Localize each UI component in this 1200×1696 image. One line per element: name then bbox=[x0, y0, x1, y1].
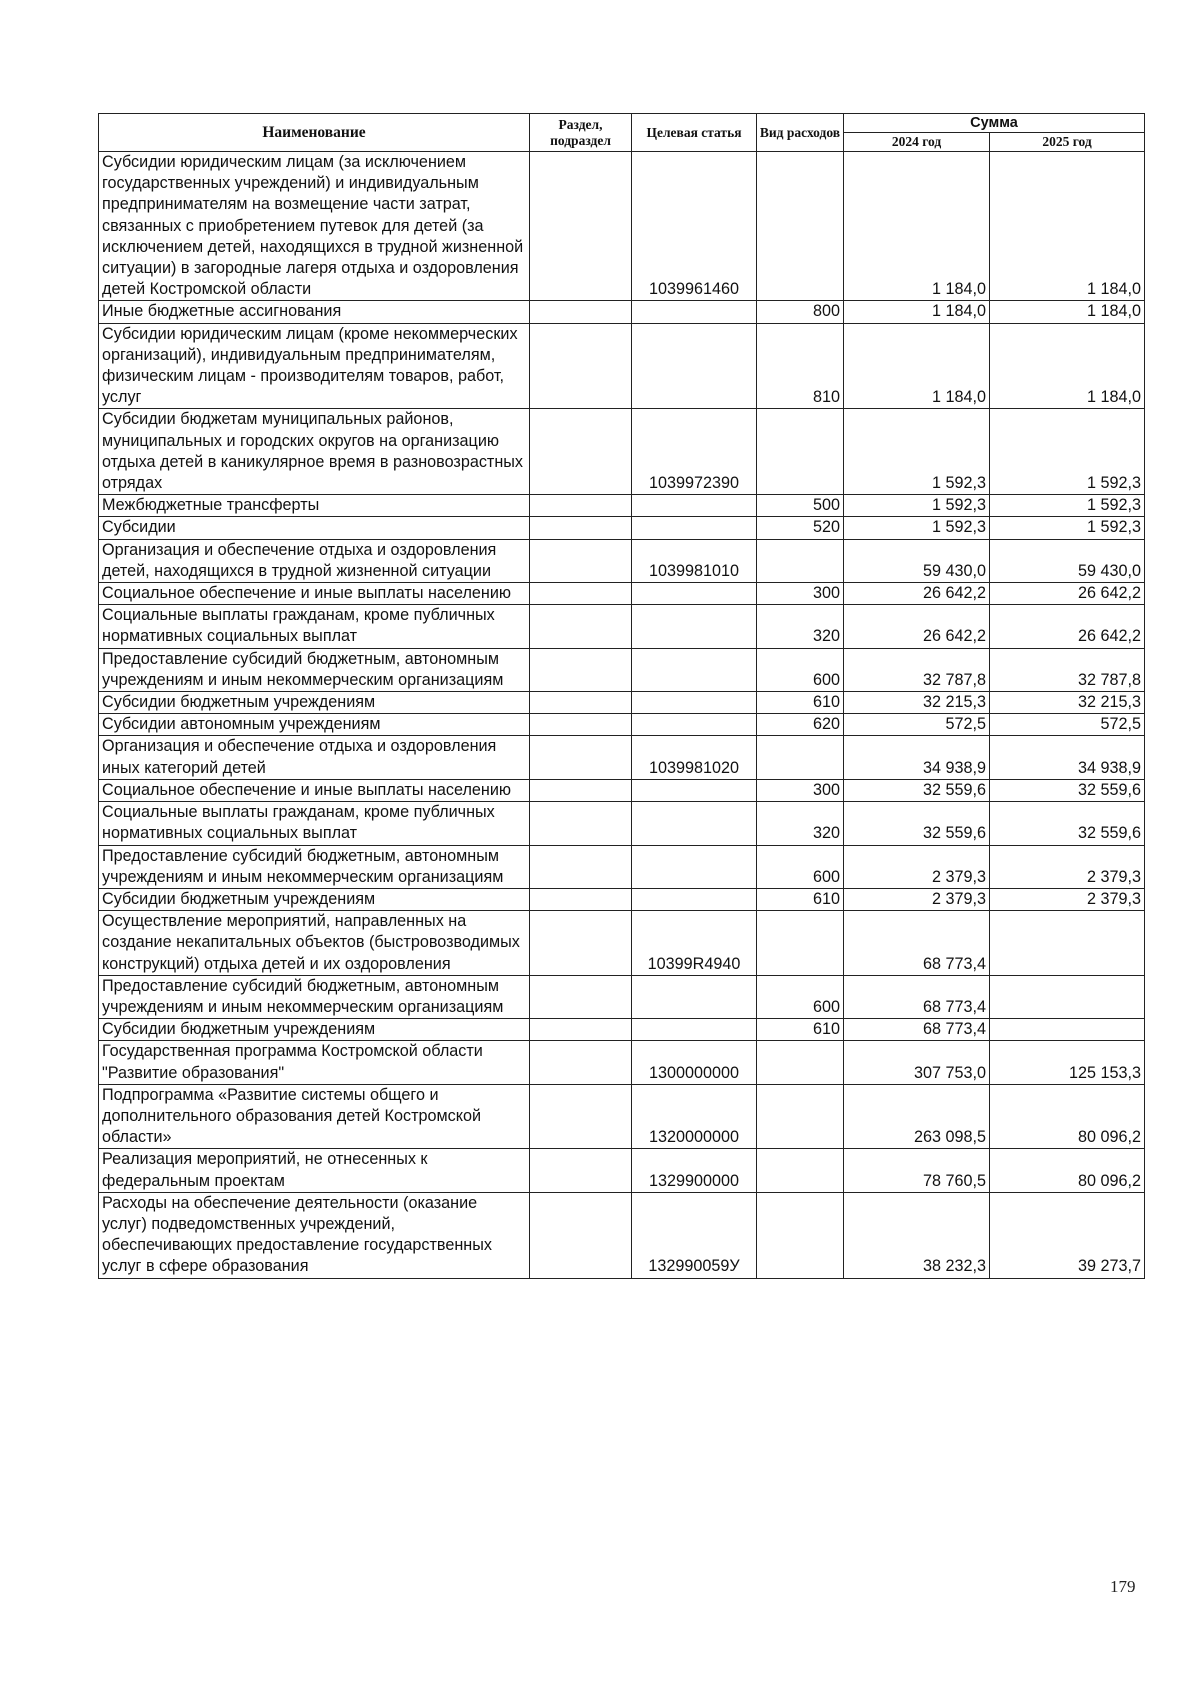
row-sum-2025: 1 592,3 bbox=[990, 495, 1145, 517]
row-target bbox=[632, 301, 757, 323]
row-type bbox=[757, 1084, 844, 1149]
table-row bbox=[99, 648, 1145, 691]
table-row bbox=[99, 714, 1145, 736]
row-sum-2025: 1 184,0 bbox=[990, 301, 1145, 323]
row-section bbox=[530, 1041, 632, 1084]
row-sum-2024: 32 559,6 bbox=[844, 802, 990, 845]
row-type bbox=[757, 1149, 844, 1192]
row-sum-2024: 1 184,0 bbox=[844, 323, 990, 409]
table-row bbox=[99, 409, 1145, 495]
row-type: 610 bbox=[757, 1019, 844, 1041]
row-sum-2024: 2 379,3 bbox=[844, 888, 990, 910]
row-section bbox=[530, 605, 632, 648]
row-target bbox=[632, 779, 757, 801]
row-sum-2024: 307 753,0 bbox=[844, 1041, 990, 1084]
row-sum-2025: 80 096,2 bbox=[990, 1084, 1145, 1149]
row-sum-2025 bbox=[990, 1019, 1145, 1041]
row-target bbox=[632, 975, 757, 1018]
row-section bbox=[530, 1149, 632, 1192]
row-section bbox=[530, 714, 632, 736]
row-sum-2025: 32 215,3 bbox=[990, 692, 1145, 714]
row-type: 600 bbox=[757, 648, 844, 691]
row-sum-2025: 32 559,6 bbox=[990, 802, 1145, 845]
header-section: Раздел, подраздел bbox=[530, 114, 632, 152]
row-sum-2025: 1 592,3 bbox=[990, 517, 1145, 539]
row-name: Предоставление субсидий бюджетным, автономным учреждениям и иным некоммерческим организациям bbox=[99, 648, 530, 691]
row-type: 620 bbox=[757, 714, 844, 736]
row-type: 320 bbox=[757, 802, 844, 845]
row-sum-2024: 59 430,0 bbox=[844, 539, 990, 582]
row-name: Субсидии bbox=[99, 517, 530, 539]
row-target bbox=[632, 845, 757, 888]
table-row bbox=[99, 692, 1145, 714]
budget-table bbox=[98, 113, 1145, 1279]
table-row bbox=[99, 911, 1145, 976]
row-type bbox=[757, 1192, 844, 1278]
row-target: 10399R4940 bbox=[632, 911, 757, 976]
row-target bbox=[632, 888, 757, 910]
row-section bbox=[530, 692, 632, 714]
row-sum-2024: 26 642,2 bbox=[844, 583, 990, 605]
row-section bbox=[530, 323, 632, 409]
row-sum-2024: 1 592,3 bbox=[844, 517, 990, 539]
table-row bbox=[99, 323, 1145, 409]
row-name: Социальные выплаты гражданам, кроме публичных нормативных социальных выплат bbox=[99, 605, 530, 648]
row-type: 810 bbox=[757, 323, 844, 409]
row-name: Субсидии бюджетам муниципальных районов, муниципальных и городских округов на организацию отдыха детей в каникулярное время в разновозрастных отрядах bbox=[99, 409, 530, 495]
table-row bbox=[99, 583, 1145, 605]
row-type: 500 bbox=[757, 495, 844, 517]
row-name: Субсидии бюджетным учреждениям bbox=[99, 1019, 530, 1041]
row-section bbox=[530, 975, 632, 1018]
row-target bbox=[632, 692, 757, 714]
header-year-2025: 2025 год bbox=[990, 133, 1145, 152]
row-type: 520 bbox=[757, 517, 844, 539]
row-sum-2024: 68 773,4 bbox=[844, 1019, 990, 1041]
row-sum-2024: 572,5 bbox=[844, 714, 990, 736]
row-section bbox=[530, 648, 632, 691]
row-target bbox=[632, 323, 757, 409]
table-row bbox=[99, 1192, 1145, 1278]
row-name: Субсидии бюджетным учреждениям bbox=[99, 888, 530, 910]
row-type: 300 bbox=[757, 779, 844, 801]
row-section bbox=[530, 1192, 632, 1278]
row-name: Реализация мероприятий, не отнесенных к федеральным проектам bbox=[99, 1149, 530, 1192]
row-section bbox=[530, 779, 632, 801]
row-section bbox=[530, 888, 632, 910]
row-section bbox=[530, 539, 632, 582]
header-year-2024: 2024 год bbox=[844, 133, 990, 152]
row-type: 610 bbox=[757, 888, 844, 910]
row-sum-2024: 2 379,3 bbox=[844, 845, 990, 888]
row-type bbox=[757, 1041, 844, 1084]
row-sum-2024: 32 787,8 bbox=[844, 648, 990, 691]
row-target bbox=[632, 583, 757, 605]
row-type bbox=[757, 409, 844, 495]
row-target bbox=[632, 1019, 757, 1041]
row-target bbox=[632, 517, 757, 539]
row-target bbox=[632, 802, 757, 845]
table-row bbox=[99, 539, 1145, 582]
row-target bbox=[632, 648, 757, 691]
row-target: 1039981020 bbox=[632, 736, 757, 779]
header-sum: Сумма bbox=[844, 114, 1145, 133]
row-section bbox=[530, 152, 632, 301]
table-row bbox=[99, 779, 1145, 801]
table-row bbox=[99, 495, 1145, 517]
row-sum-2024: 26 642,2 bbox=[844, 605, 990, 648]
row-sum-2024: 68 773,4 bbox=[844, 975, 990, 1018]
row-sum-2025: 125 153,3 bbox=[990, 1041, 1145, 1084]
row-section bbox=[530, 1084, 632, 1149]
row-section bbox=[530, 1019, 632, 1041]
row-sum-2025: 26 642,2 bbox=[990, 605, 1145, 648]
row-sum-2025: 1 184,0 bbox=[990, 323, 1145, 409]
row-target bbox=[632, 605, 757, 648]
table-header-row bbox=[99, 114, 1145, 133]
row-target bbox=[632, 714, 757, 736]
row-sum-2024: 34 938,9 bbox=[844, 736, 990, 779]
row-name: Субсидии автономным учреждениям bbox=[99, 714, 530, 736]
header-type: Вид расходов bbox=[757, 114, 844, 152]
row-name: Осуществление мероприятий, направленных на создание некапитальных объектов (быстровозводимых конструкций) отдыха детей и их оздоровления bbox=[99, 911, 530, 976]
table-row bbox=[99, 517, 1145, 539]
row-type: 610 bbox=[757, 692, 844, 714]
row-section bbox=[530, 409, 632, 495]
row-name: Субсидии бюджетным учреждениям bbox=[99, 692, 530, 714]
row-name: Межбюджетные трансферты bbox=[99, 495, 530, 517]
row-name: Социальные выплаты гражданам, кроме публичных нормативных социальных выплат bbox=[99, 802, 530, 845]
row-type: 300 bbox=[757, 583, 844, 605]
row-sum-2025: 26 642,2 bbox=[990, 583, 1145, 605]
row-name: Организация и обеспечение отдыха и оздоровления иных категорий детей bbox=[99, 736, 530, 779]
table-row bbox=[99, 845, 1145, 888]
row-type bbox=[757, 736, 844, 779]
row-name: Расходы на обеспечение деятельности (оказание услуг) подведомственных учреждений, обеспечивающих предоставление государственных услуг в сфере образования bbox=[99, 1192, 530, 1278]
row-sum-2024: 68 773,4 bbox=[844, 911, 990, 976]
table-row bbox=[99, 975, 1145, 1018]
table-row bbox=[99, 1041, 1145, 1084]
row-sum-2025: 39 273,7 bbox=[990, 1192, 1145, 1278]
table-row bbox=[99, 1019, 1145, 1041]
row-name: Предоставление субсидий бюджетным, автономным учреждениям и иным некоммерческим организациям bbox=[99, 845, 530, 888]
header-name: Наименование bbox=[99, 114, 530, 152]
page-number: 179 bbox=[1110, 1577, 1136, 1596]
table-row bbox=[99, 802, 1145, 845]
row-section bbox=[530, 802, 632, 845]
row-name: Субсидии юридическим лицам (за исключением государственных учреждений) и индивидуальным предпринимателям на возмещение части затрат, связанных с приобретением путевок для детей (за исключением детей, находящихся в трудной жизненной ситуации) в загородные лагеря отдыха и оздоровления детей Костромской области bbox=[99, 152, 530, 301]
row-sum-2024: 263 098,5 bbox=[844, 1084, 990, 1149]
row-type bbox=[757, 911, 844, 976]
row-section bbox=[530, 495, 632, 517]
row-sum-2024: 1 592,3 bbox=[844, 495, 990, 517]
row-sum-2025: 32 787,8 bbox=[990, 648, 1145, 691]
row-name: Социальное обеспечение и иные выплаты населению bbox=[99, 779, 530, 801]
row-name: Иные бюджетные ассигнования bbox=[99, 301, 530, 323]
row-target bbox=[632, 495, 757, 517]
row-target: 1039961460 bbox=[632, 152, 757, 301]
header-target: Целевая статья bbox=[632, 114, 757, 152]
table-body bbox=[99, 152, 1145, 1279]
row-section bbox=[530, 911, 632, 976]
row-sum-2025 bbox=[990, 975, 1145, 1018]
row-section bbox=[530, 517, 632, 539]
row-sum-2024: 32 559,6 bbox=[844, 779, 990, 801]
row-target: 1320000000 bbox=[632, 1084, 757, 1149]
row-section bbox=[530, 736, 632, 779]
row-sum-2025: 2 379,3 bbox=[990, 845, 1145, 888]
row-sum-2024: 1 592,3 bbox=[844, 409, 990, 495]
row-name: Подпрограмма «Развитие системы общего и дополнительного образования детей Костромской области» bbox=[99, 1084, 530, 1149]
row-type bbox=[757, 539, 844, 582]
row-section bbox=[530, 845, 632, 888]
row-sum-2024: 38 232,3 bbox=[844, 1192, 990, 1278]
row-sum-2024: 78 760,5 bbox=[844, 1149, 990, 1192]
table-row bbox=[99, 301, 1145, 323]
row-name: Государственная программа Костромской области "Развитие образования" bbox=[99, 1041, 530, 1084]
row-target: 1300000000 bbox=[632, 1041, 757, 1084]
row-sum-2025: 59 430,0 bbox=[990, 539, 1145, 582]
row-sum-2025: 2 379,3 bbox=[990, 888, 1145, 910]
row-sum-2024: 1 184,0 bbox=[844, 152, 990, 301]
row-name: Субсидии юридическим лицам (кроме некоммерческих организаций), индивидуальным предпринимателям, физическим лицам - производителям товаров, работ, услуг bbox=[99, 323, 530, 409]
row-sum-2025 bbox=[990, 911, 1145, 976]
row-name: Предоставление субсидий бюджетным, автономным учреждениям и иным некоммерческим организациям bbox=[99, 975, 530, 1018]
row-sum-2024: 1 184,0 bbox=[844, 301, 990, 323]
row-section bbox=[530, 583, 632, 605]
row-section bbox=[530, 301, 632, 323]
row-type: 600 bbox=[757, 845, 844, 888]
row-sum-2025: 80 096,2 bbox=[990, 1149, 1145, 1192]
row-target: 1329900000 bbox=[632, 1149, 757, 1192]
row-type: 800 bbox=[757, 301, 844, 323]
row-target: 1039972390 bbox=[632, 409, 757, 495]
row-type: 600 bbox=[757, 975, 844, 1018]
table-row bbox=[99, 1084, 1145, 1149]
row-sum-2025: 32 559,6 bbox=[990, 779, 1145, 801]
row-target: 132990059У bbox=[632, 1192, 757, 1278]
table-row bbox=[99, 605, 1145, 648]
table-row bbox=[99, 1149, 1145, 1192]
row-type bbox=[757, 152, 844, 301]
row-sum-2025: 572,5 bbox=[990, 714, 1145, 736]
row-sum-2025: 1 184,0 bbox=[990, 152, 1145, 301]
row-target: 1039981010 bbox=[632, 539, 757, 582]
row-sum-2024: 32 215,3 bbox=[844, 692, 990, 714]
table-row bbox=[99, 888, 1145, 910]
table-row bbox=[99, 736, 1145, 779]
row-name: Социальное обеспечение и иные выплаты населению bbox=[99, 583, 530, 605]
row-type: 320 bbox=[757, 605, 844, 648]
row-name: Организация и обеспечение отдыха и оздоровления детей, находящихся в трудной жизненной ситуации bbox=[99, 539, 530, 582]
row-sum-2025: 1 592,3 bbox=[990, 409, 1145, 495]
row-sum-2025: 34 938,9 bbox=[990, 736, 1145, 779]
table-row bbox=[99, 152, 1145, 301]
